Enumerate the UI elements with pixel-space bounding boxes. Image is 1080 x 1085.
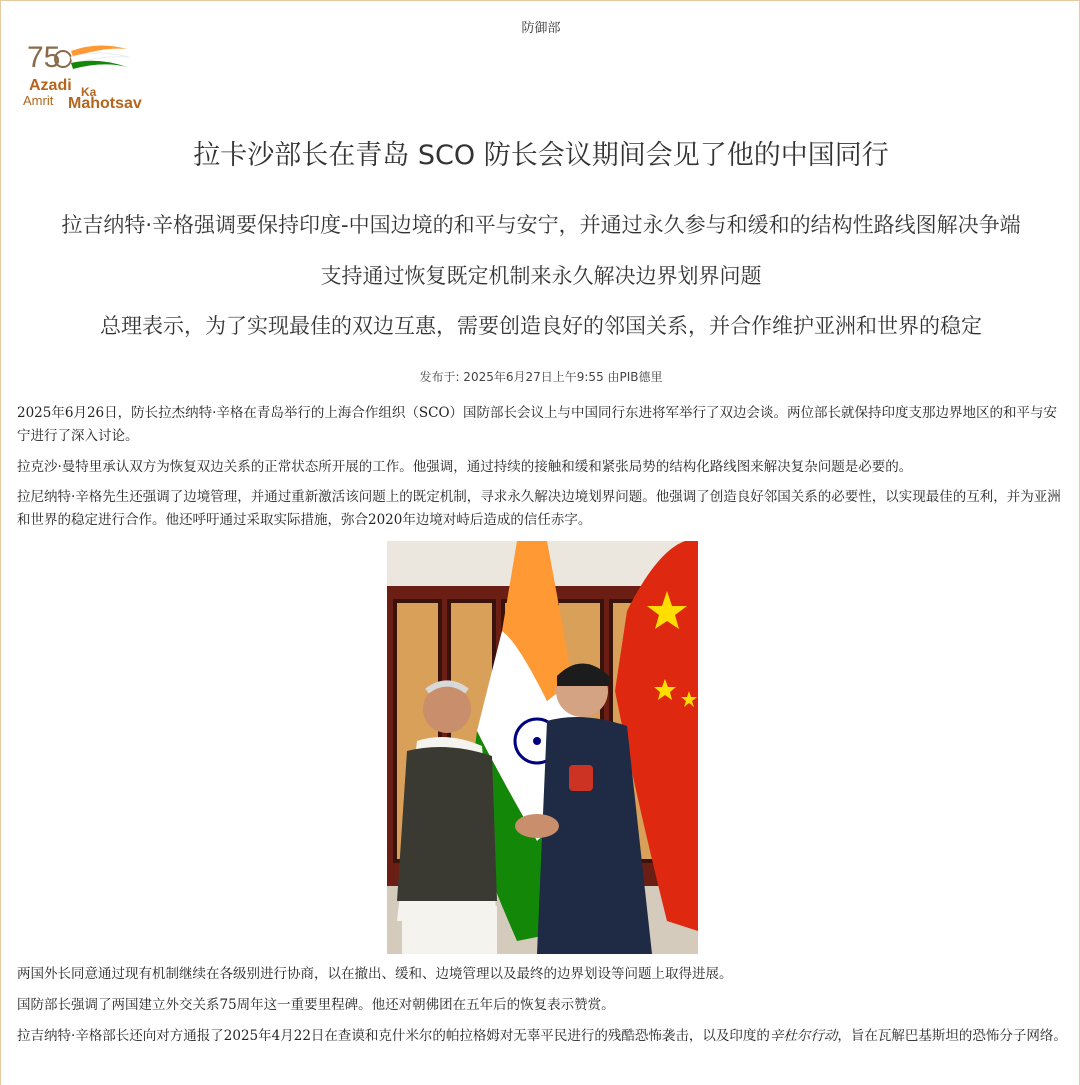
subtitle-2: 支持通过恢复既定机制来永久解决边界划界问题 <box>320 264 762 288</box>
logo-75-graphic <box>23 37 163 82</box>
paragraph-1: 2025年6月26日，防长拉杰纳特·辛格在青岛举行的上海合作组织（SCO）国防部长会议上与中国同行东进将军举行了双边会谈。两位部长就保持印度支那边界地区的和平与安宁进行了深入讨论。 <box>17 405 1058 444</box>
paragraph-2: 拉克沙·曼特里承认双方为恢复双边关系的正常状态所开展的工作。他强调，通过持续的接触和缓和紧张局势的结构化路线图来解决复杂问题是必要的。 <box>17 459 913 475</box>
published-info: 发布于: 2025年6月27日上午9:55 由PIB德里 <box>419 370 663 384</box>
operation-name: 辛杜尔行动 <box>769 1028 838 1044</box>
paragraph-6 <box>17 1025 1067 1048</box>
logo-word-azadi: Azadi <box>29 77 72 94</box>
page-title: 拉卡沙部长在青岛 SCO 防长会议期间会见了他的中国同行 <box>193 140 889 171</box>
subtitle-3: 总理表示，为了实现最佳的双边互惠，需要创造良好的邻国关系，并合作维护亚洲和世界的稳定 <box>100 314 982 338</box>
logo-number: 75 <box>27 41 61 74</box>
paragraph-4: 两国外长同意通过现有机制继续在各级别进行协商，以在撤出、缓和、边境管理以及最终的边界划设等问题上取得进展。 <box>17 966 733 982</box>
azadi-ka-amrit-mahotsav-logo <box>23 37 163 117</box>
photo-illustration <box>387 541 698 954</box>
logo-word-mahotsav: Mahotsav <box>68 95 142 112</box>
logo-word-ka: Ka <box>81 85 97 99</box>
paragraph-6-part-a: 拉吉纳特·辛格部长还向对方通报了2025年4月22日在查谟和克什米尔的帕拉格姆对无辜平民进行的残酷恐怖袭击，以及印度的 <box>17 1028 770 1044</box>
subtitle-1: 拉吉纳特·辛格强调要保持印度-中国边境的和平与安宁，并通过永久参与和缓和的结构性路线图解决争端 <box>61 213 1021 237</box>
ministry-label: 防御部 <box>521 21 561 36</box>
logo-word-amrit: Amrit <box>23 93 54 108</box>
paragraph-5: 国防部长强调了两国建立外交关系75周年这一重要里程碑。他还对朝佛团在五年后的恢复表示赞赏。 <box>17 997 615 1013</box>
paragraph-3: 拉尼纳特·辛格先生还强调了边境管理，并通过重新激活该问题上的既定机制，寻求永久解决边境划界问题。他强调了创造良好邻国关系的必要性，以实现最佳的互利，并为亚洲和世界的稳定进行合作。他还呼吁通过采取实际措施，弥合2020年边境对峙后造成的信任赤字。 <box>17 489 1061 528</box>
meeting-photo <box>387 541 698 954</box>
paragraph-6-part-b: ，旨在瓦解巴基斯坦的恐怖分子网络。 <box>837 1028 1067 1044</box>
